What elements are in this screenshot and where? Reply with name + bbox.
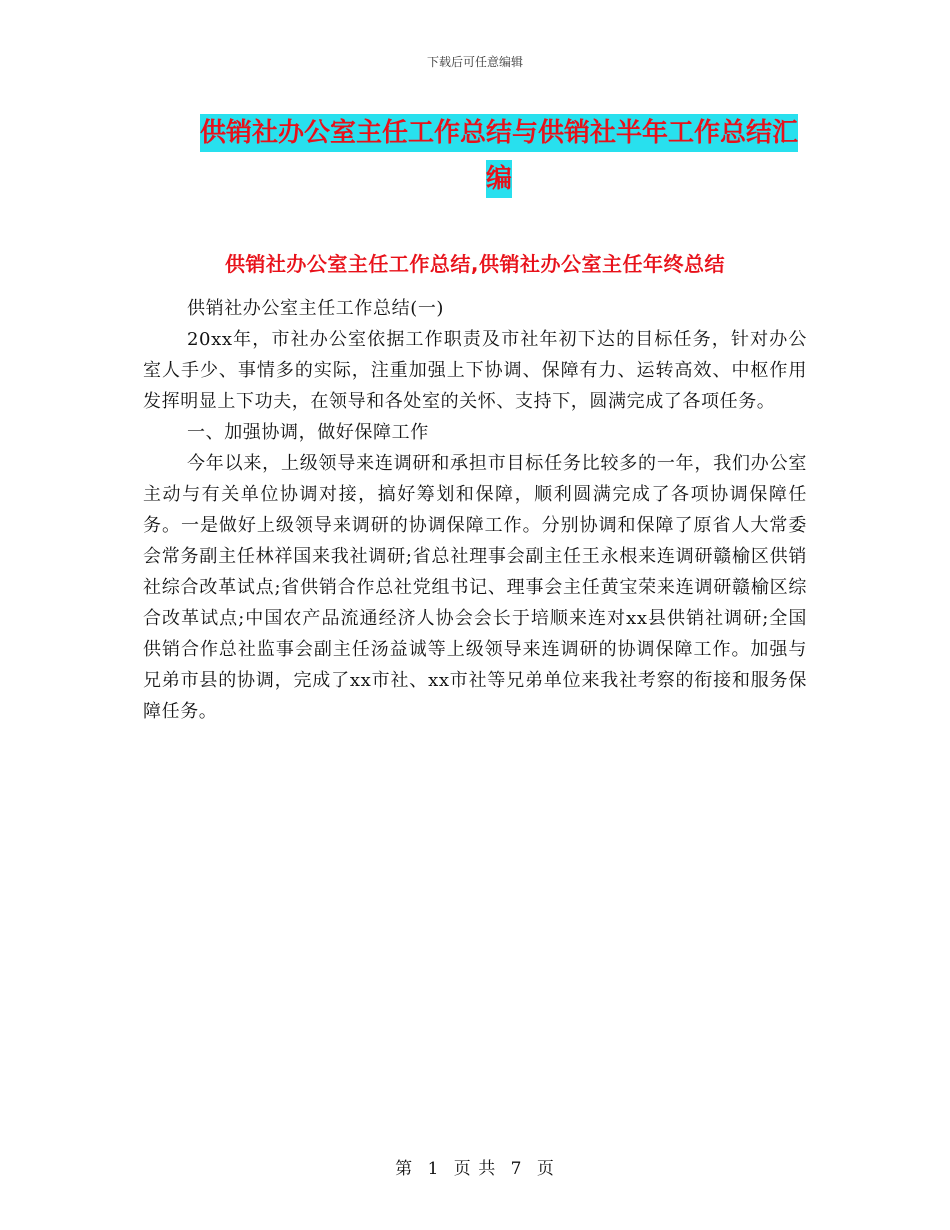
current-page-number: 1 <box>427 1159 440 1179</box>
header-note: 下载后可任意编辑 <box>426 55 523 69</box>
page-label-prefix: 第 <box>395 1159 414 1179</box>
section-heading: 供销社办公室主任工作总结,供销社办公室主任年终总结 <box>224 252 726 276</box>
document-title <box>193 110 805 202</box>
total-page-count: 7 <box>510 1159 523 1179</box>
paragraph-detail: 今年以来，上级领导来连调研和承担市目标任务比较多的一年，我们办公室主动与有关单位协调对接，搞好筹划和保障，顺利圆满完成了各项协调保障任务。一是做好上级领导来调研的协调保障工作。分别协调和保障了原省人大常委会常务副主任林祥国来我社调研;省总社理事会副主任王永根来连调研赣榆区供销社综合改革试点;省供销合作总社党组书记、理事会主任黄宝荣来连调研赣榆区综合改革试点;中国农产品流通经济人协会会长于培顺来连对xx县供销社调研;全国供销合作总社监事会副主任汤益诚等上级领导来连调研的协调保障工作。加强与兄弟市县的协调，完成了xx市社、xx市社等兄弟单位来我社考察的衔接和服务保障任务。 <box>143 453 807 722</box>
paragraph-heading-1: 一、加强协调，做好保障工作 <box>187 422 429 443</box>
document-body <box>143 293 807 727</box>
paragraph-intro: 20xx年，市社办公室依据工作职责及市社年初下达的目标任务，针对办公室人手少、事情多的实际，注重加强上下协调、保障有力、运转高效、中枢作用发挥明显上下功夫，在领导和各处室的关怀、支持下，圆满完成了各项任务。 <box>143 329 807 412</box>
paragraph-subtitle: 供销社办公室主任工作总结(一) <box>187 298 445 319</box>
page-label-mid: 页 共 <box>453 1159 497 1179</box>
page-label-suffix: 页 <box>536 1159 555 1179</box>
document-title-text: 供销社办公室主任工作总结与供销社半年工作总结汇编 <box>200 114 798 198</box>
page-footer <box>0 1154 950 1179</box>
